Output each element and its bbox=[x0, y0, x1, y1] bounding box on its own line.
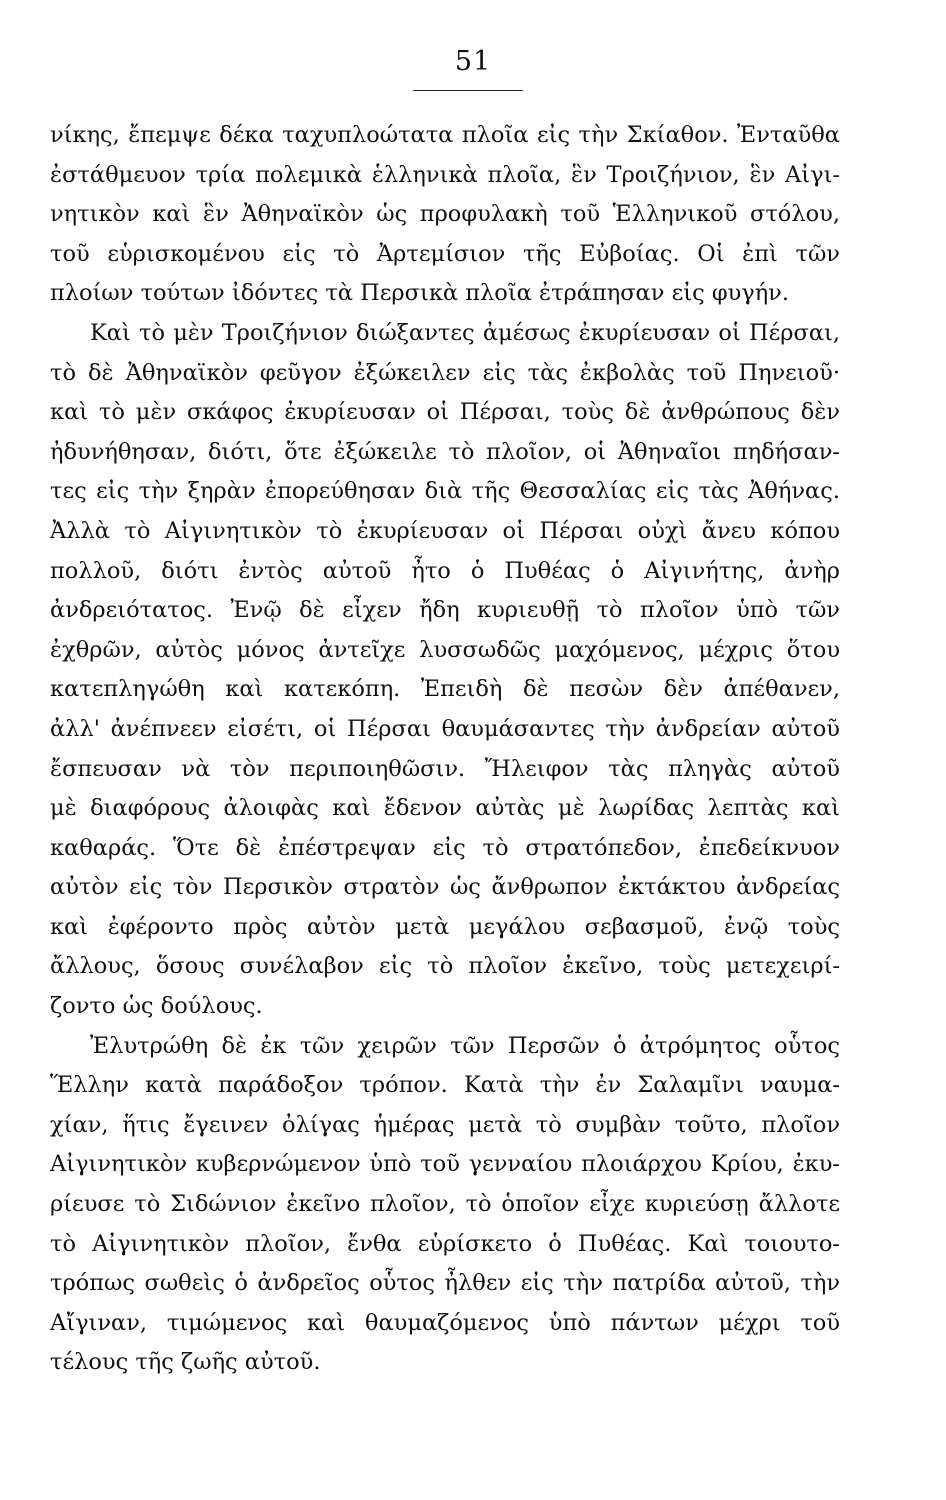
text-line: ἐχθρῶν, αὐτὸς μόνος ἀντεῖχε λυσσωδῶς μαχόμενος, μέχρις ὅτου bbox=[50, 636, 840, 663]
text-line: μὲ διαφόρους ἀλοιφὰς καὶ ἔδενον αὐτὰς μὲ λωρίδας λεπτὰς καὶ bbox=[50, 795, 840, 822]
text-line: Αἰγινητικὸν κυβερνώμενον ὑπὸ τοῦ γενναίου πλοιάρχου Κρίου, ἐκυ- bbox=[50, 1151, 840, 1178]
text-line: καὶ τὸ μὲν σκάφος ἐκυρίευσαν οἱ Πέρσαι, τοὺς δὲ ἀνθρώπους δὲν bbox=[50, 399, 840, 426]
text-line: καὶ ἐφέροντο πρὸς αὐτὸν μετὰ μεγάλου σεβασμοῦ, ἐνῷ τοὺς bbox=[50, 913, 840, 940]
text-line: ἀνδρειότατος. Ἐνῷ δὲ εἶχεν ἤδη κυριευθῇ τὸ πλοῖον ὑπὸ τῶν bbox=[50, 597, 840, 624]
text-line: νίκης, ἔπεμψε δέκα ταχυπλοώτατα πλοῖα εἰς τὴν Σκίαθον. Ἐνταῦθα bbox=[50, 122, 840, 148]
text-line: καθαράς. Ὅτε δὲ ἐπέστρεψαν εἰς τὸ στρατόπεδον, ἐπεδείκνυον bbox=[50, 834, 840, 861]
text-line: τες εἰς τὴν ξηρὰν ἐπορεύθησαν διὰ τῆς Θεσσαλίας εἰς τὰς Ἀθήνας. bbox=[50, 478, 840, 505]
text-line: τὸ δὲ Ἀθηναϊκὸν φεῦγον ἐξώκειλεν εἰς τὰς ἐκβολὰς τοῦ Πηνειοῦ· bbox=[50, 359, 840, 386]
text-line: Ἀλλὰ τὸ Αἰγινητικὸν τὸ ἐκυρίευσαν οἱ Πέρσαι οὐχὶ ἄνευ κόπου bbox=[50, 517, 840, 544]
paragraph-first-line: Καὶ τὸ μὲν Τροιζήνιον διώξαντες ἀμέσως ἐκυρίευσαν οἱ Πέρσαι, bbox=[90, 319, 840, 346]
text-line: τοῦ εὑρισκομένου εἰς τὸ Ἀρτεμίσιον τῆς Εὐβοίας. Οἱ ἐπὶ τῶν bbox=[50, 240, 840, 267]
text-line: ἔσπευσαν νὰ τὸν περιποιηθῶσιν. Ἤλειφον τὰς πληγὰς αὐτοῦ bbox=[50, 755, 840, 782]
text-line: πλοίων τούτων ἰδόντες τὰ Περσικὰ πλοῖα ἐτράπησαν εἰς φυγήν. bbox=[50, 280, 790, 307]
text-line: ἄλλους, ὅσους συνέλαβον εἰς τὸ πλοῖον ἐκεῖνο, τοὺς μετεχειρί- bbox=[50, 953, 840, 980]
paragraph-first-line: Ἐλυτρώθη δὲ ἐκ τῶν χειρῶν τῶν Περσῶν ὁ ἀτρόμητος οὗτος bbox=[90, 1032, 840, 1059]
text-line: αὐτὸν εἰς τὸν Περσικὸν στρατὸν ὡς ἄνθρωπον ἐκτάκτου ἀνδρείας bbox=[50, 874, 840, 901]
text-line: Αἴγιναν, τιμώμενος καὶ θαυμαζόμενος ὑπὸ πάντων μέχρι τοῦ bbox=[50, 1309, 840, 1336]
text-line: Ἕλλην κατὰ παράδοξον τρόπον. Κατὰ τὴν ἐν Σαλαμῖνι ναυμα- bbox=[50, 1072, 840, 1099]
page-body-text bbox=[50, 116, 840, 1383]
text-line: χίαν, ἥτις ἔγεινεν ὀλίγας ἡμέρας μετὰ τὸ συμβὰν τοῦτο, πλοῖον bbox=[50, 1111, 840, 1138]
text-line: κατεπληγώθη καὶ κατεκόπη. Ἐπειδὴ δὲ πεσὼν δὲν ἀπέθανεν, bbox=[50, 676, 840, 703]
text-line: ἀλλ' ἀνέπνεεν εἰσέτι, οἱ Πέρσαι θαυμάσαντες τὴν ἀνδρείαν αὐτοῦ bbox=[50, 715, 840, 742]
text-line: τρόπως σωθεὶς ὁ ἀνδρεῖος οὗτος ἦλθεν εἰς τὴν πατρίδα αὐτοῦ, τὴν bbox=[50, 1270, 840, 1297]
text-line: νητικὸν καὶ ἓν Ἀθηναϊκὸν ὡς προφυλακὴ τοῦ Ἑλληνικοῦ στόλου, bbox=[50, 201, 840, 228]
text-line: ἠδυνήθησαν, διότι, ὅτε ἐξώκειλε τὸ πλοῖον, οἱ Ἀθηναῖοι πηδήσαν- bbox=[50, 438, 840, 465]
text-line: ρίευσε τὸ Σιδώνιον ἐκεῖνο πλοῖον, τὸ ὁποῖον εἶχε κυριεύσῃ ἄλλοτε bbox=[50, 1191, 840, 1218]
text-line: τέλους τῆς ζωῆς αὐτοῦ. bbox=[50, 1349, 321, 1376]
page-number-rule bbox=[413, 90, 523, 91]
text-line: ζοντο ὡς δούλους. bbox=[50, 993, 263, 1020]
text-line: πολλοῦ, διότι ἐντὸς αὐτοῦ ἦτο ὁ Πυθέας ὁ Αἰγινήτης, ἀνὴρ bbox=[50, 557, 840, 584]
text-line: τὸ Αἰγινητικὸν πλοῖον, ἔνθα εὑρίσκετο ὁ Πυθέας. Καὶ τοιουτο- bbox=[50, 1230, 840, 1257]
page-number: 51 bbox=[454, 46, 492, 77]
text-line: ἐστάθμευον τρία πολεμικὰ ἑλληνικὰ πλοῖα, ἓν Τροιζήνιον, ἓν Αἰγι- bbox=[50, 161, 840, 188]
